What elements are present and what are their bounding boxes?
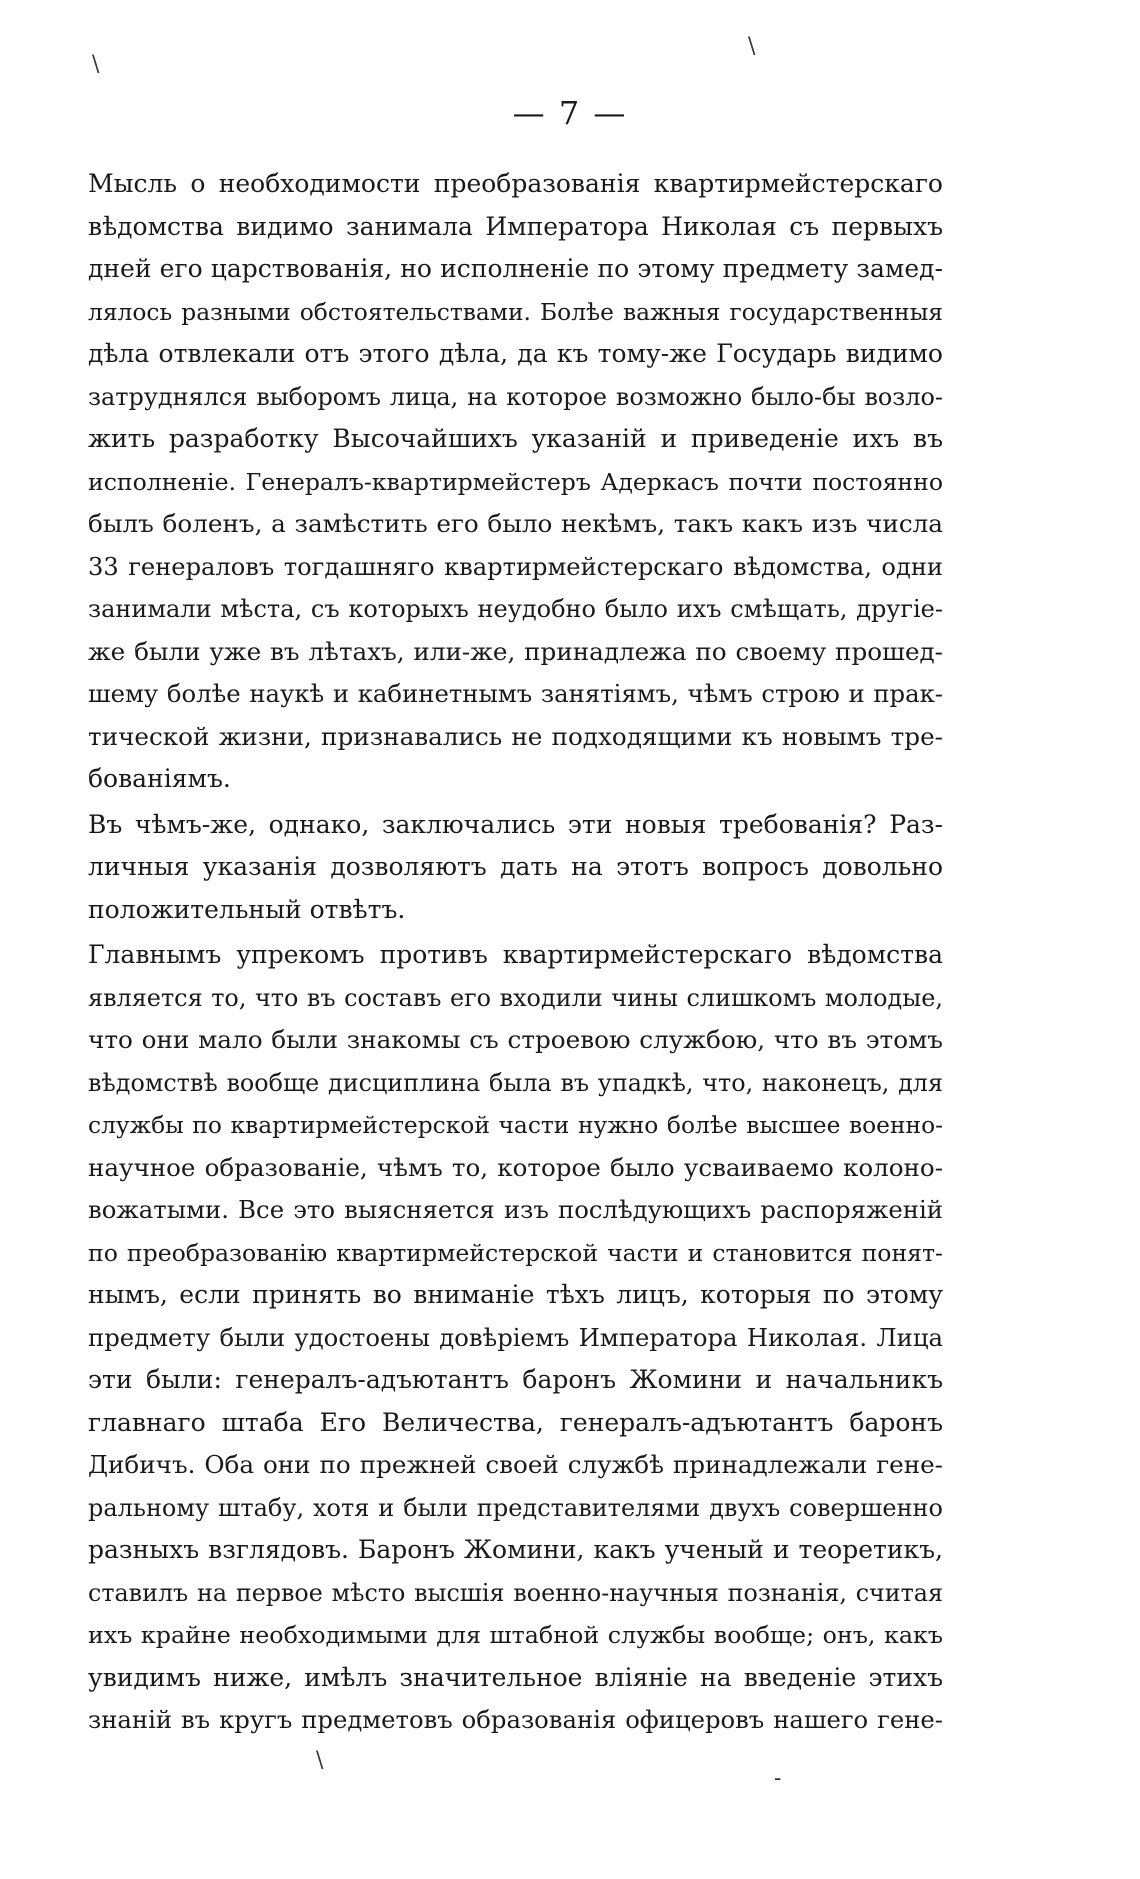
text-line: предмету были удостоены довѣріемъ Императора Николая. Лица (88, 1322, 943, 1352)
text-line: по преобразованію квартирмейстерской части и становится понят- (88, 1238, 943, 1267)
text-line: шему болѣе наукѣ и кабинетнымъ занятіямъ, чѣмъ строю и прак- (88, 679, 943, 708)
text-line: ставилъ на первое мѣсто высшія военно-научныя познанія, считая (88, 1578, 943, 1607)
text-line: личныя указанія дозволяютъ дать на этотъ вопросъ довольно (88, 852, 943, 881)
text-line: затруднялся выборомъ лица, на которое возможно было-бы возло- (88, 382, 943, 411)
page-number: — 7 — (512, 94, 628, 132)
text-line: разныхъ взглядовъ. Баронъ Жомини, какъ ученый и теоретикъ, (88, 1535, 943, 1564)
text-line: научное образованіе, чѣмъ то, которое было усваиваемо колоно- (88, 1152, 943, 1182)
text-line: главнаго штаба Его Величества, генералъ-адъютантъ баронъ (88, 1407, 943, 1437)
text-line: Главнымъ упрекомъ противъ квартирмейстерскаго вѣдомства (88, 940, 943, 969)
paragraph (88, 804, 943, 932)
text-line: занимали мѣста, съ которыхъ неудобно было ихъ смѣщать, другіе- (88, 595, 943, 623)
text-line: знаній въ кругъ предметовъ образованія офицеровъ нашего гене- (88, 1705, 943, 1734)
text-line: лялось разными обстоятельствами. Болѣе важныя государственныя (88, 297, 943, 326)
scan-mark: \ (748, 34, 756, 59)
text-line: вѣдомствѣ вообще дисциплина была въ упадкѣ, что, наконецъ, для (88, 1068, 943, 1097)
text-line: же были уже въ лѣтахъ, или-же, принадлежа по своему прошед- (88, 636, 943, 666)
body-text (88, 163, 943, 1742)
text-line: исполненіе. Генералъ-квартирмейстеръ Адеркасъ почти постоянно (88, 467, 943, 496)
text-line: увидимъ ниже, имѣлъ значительное вліяніе на введеніе этихъ (88, 1662, 943, 1692)
text-line: вожатыми. Все это выясняется изъ послѣдующихъ распоряженій (88, 1195, 943, 1224)
text-line: ихъ крайне необходимыми для штабной службы вообще; онъ, какъ (88, 1621, 943, 1649)
paragraph (88, 934, 943, 1742)
text-line: Въ чѣмъ-же, однако, заключались эти новыя требованія? Раз- (88, 809, 943, 839)
text-line: что они мало были знакомы съ строевою службою, что въ этомъ (88, 1025, 943, 1054)
text-line: положительный отвѣтъ. (88, 894, 406, 924)
text-line: является то, что въ составъ его входили чины слишкомъ молодые, (88, 983, 943, 1012)
paragraph (88, 163, 943, 801)
text-line: вѣдомства видимо занимала Императора Николая съ первыхъ (88, 211, 943, 241)
scan-mark: \ (92, 52, 100, 77)
text-line: былъ боленъ, а замѣстить его было некѣмъ, такъ какъ изъ числа (88, 509, 943, 538)
text-line: ральному штабу, хотя и были представителями двухъ совершенно (88, 1493, 943, 1522)
text-line: 33 генераловъ тогдашняго квартирмейстерскаго вѣдомства, одни (88, 552, 943, 581)
scan-mark: \ (316, 1748, 324, 1773)
text-line: нымъ, если принять во вниманіе тѣхъ лицъ, которыя по этому (88, 1280, 943, 1309)
text-line: эти были: генералъ-адъютантъ баронъ Жомини и начальникъ (88, 1365, 943, 1394)
text-line: тической жизни, признавались не подходящими къ новымъ тре- (88, 721, 943, 751)
text-line: службы по квартирмейстерской части нужно болѣе высшее военно- (88, 1111, 943, 1139)
text-line: Мысль о необходимости преобразованія квартирмейстерскаго (88, 169, 943, 198)
text-line: дѣла отвлекали отъ этого дѣла, да къ тому-же Государь видимо (88, 339, 943, 368)
text-line: бованіямъ. (88, 764, 231, 793)
scan-mark: - (774, 1766, 782, 1791)
text-line: жить разработку Высочайшихъ указаній и приведеніе ихъ въ (88, 424, 943, 453)
text-line: Дибичъ. Оба они по прежней своей службѣ принадлежали гене- (88, 1450, 943, 1479)
text-line: дней его царствованія, но исполненіе по этому предмету замед- (88, 254, 943, 283)
